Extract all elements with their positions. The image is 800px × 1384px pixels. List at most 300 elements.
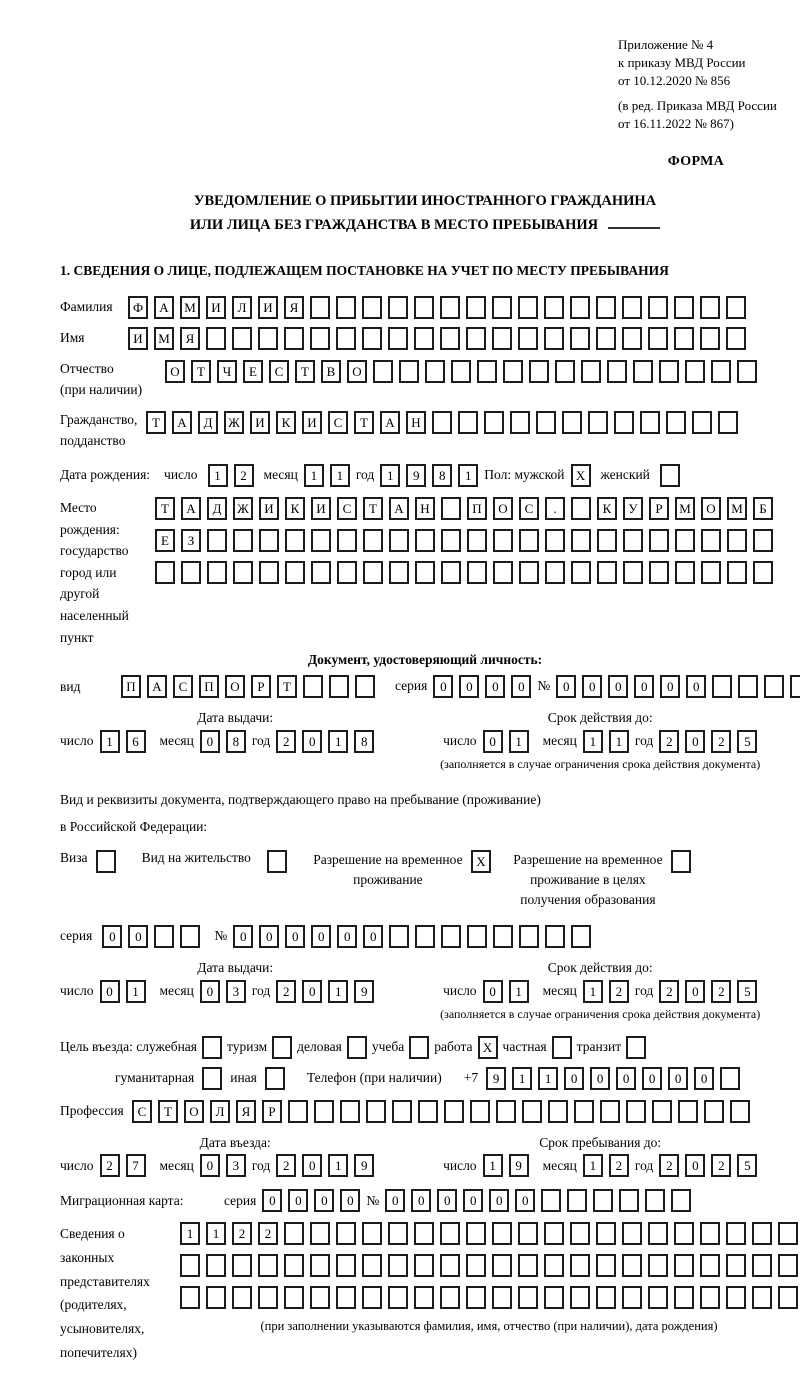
char-cell[interactable] xyxy=(704,1100,724,1123)
char-cell[interactable]: 1 xyxy=(206,1222,226,1245)
char-cell[interactable] xyxy=(593,1189,613,1212)
char-cell[interactable] xyxy=(373,360,393,383)
char-cell[interactable] xyxy=(544,1222,564,1245)
char-cell[interactable]: С xyxy=(269,360,289,383)
char-cell[interactable]: Т xyxy=(155,497,175,520)
char-cell[interactable]: У xyxy=(623,497,643,520)
char-cell[interactable]: 5 xyxy=(737,1154,757,1177)
char-cell[interactable]: 0 xyxy=(686,675,706,698)
char-cell[interactable] xyxy=(362,1286,382,1309)
char-cell[interactable] xyxy=(659,360,679,383)
char-cell[interactable] xyxy=(614,411,634,434)
char-cell[interactable]: Я xyxy=(180,327,200,350)
char-cell[interactable]: 0 xyxy=(363,925,383,948)
char-cell[interactable] xyxy=(648,1222,668,1245)
char-cell[interactable] xyxy=(206,1254,226,1277)
char-cell[interactable]: 2 xyxy=(659,730,679,753)
char-cell[interactable] xyxy=(648,1254,668,1277)
char-cell[interactable]: 1 xyxy=(180,1222,200,1245)
sex-male-checkbox[interactable]: X xyxy=(571,464,591,487)
char-cell[interactable]: 2 xyxy=(609,980,629,1003)
char-cell[interactable] xyxy=(311,529,331,552)
char-cell[interactable]: И xyxy=(311,497,331,520)
char-cell[interactable] xyxy=(622,327,642,350)
char-cell[interactable]: 3 xyxy=(226,1154,246,1177)
purpose-other-checkbox[interactable] xyxy=(265,1067,285,1090)
char-cell[interactable] xyxy=(414,296,434,319)
char-cell[interactable]: А xyxy=(154,296,174,319)
purpose-study-checkbox[interactable] xyxy=(409,1036,429,1059)
char-cell[interactable] xyxy=(259,561,279,584)
char-cell[interactable]: И xyxy=(250,411,270,434)
char-cell[interactable] xyxy=(310,1254,330,1277)
char-cell[interactable] xyxy=(790,675,800,698)
char-cell[interactable] xyxy=(492,1222,512,1245)
char-cell[interactable] xyxy=(414,327,434,350)
char-cell[interactable]: 1 xyxy=(583,980,603,1003)
char-cell[interactable]: 0 xyxy=(262,1189,282,1212)
char-cell[interactable] xyxy=(180,1254,200,1277)
char-cell[interactable]: 0 xyxy=(483,730,503,753)
char-cell[interactable] xyxy=(753,561,773,584)
purpose-official-checkbox[interactable] xyxy=(202,1036,222,1059)
char-cell[interactable]: 2 xyxy=(232,1222,252,1245)
char-cell[interactable] xyxy=(730,1100,750,1123)
char-cell[interactable] xyxy=(284,327,304,350)
char-cell[interactable]: А xyxy=(172,411,192,434)
char-cell[interactable]: 0 xyxy=(311,925,331,948)
char-cell[interactable] xyxy=(388,1254,408,1277)
char-cell[interactable] xyxy=(581,360,601,383)
char-cell[interactable] xyxy=(633,360,653,383)
char-cell[interactable]: А xyxy=(181,497,201,520)
char-cell[interactable] xyxy=(571,925,591,948)
char-cell[interactable] xyxy=(492,1286,512,1309)
char-cell[interactable]: 1 xyxy=(583,1154,603,1177)
char-cell[interactable] xyxy=(726,296,746,319)
char-cell[interactable] xyxy=(258,1254,278,1277)
char-cell[interactable] xyxy=(711,360,731,383)
char-cell[interactable] xyxy=(623,561,643,584)
char-cell[interactable] xyxy=(181,561,201,584)
char-cell[interactable] xyxy=(567,1189,587,1212)
char-cell[interactable]: 1 xyxy=(512,1067,532,1090)
purpose-humanitarian-checkbox[interactable] xyxy=(202,1067,222,1090)
char-cell[interactable] xyxy=(652,1100,672,1123)
char-cell[interactable] xyxy=(701,561,721,584)
char-cell[interactable]: М xyxy=(727,497,747,520)
char-cell[interactable]: 8 xyxy=(226,730,246,753)
char-cell[interactable]: 1 xyxy=(304,464,324,487)
char-cell[interactable]: 1 xyxy=(609,730,629,753)
char-cell[interactable] xyxy=(451,360,471,383)
char-cell[interactable] xyxy=(544,296,564,319)
char-cell[interactable] xyxy=(571,497,591,520)
char-cell[interactable]: 1 xyxy=(509,980,529,1003)
char-cell[interactable] xyxy=(363,561,383,584)
char-cell[interactable] xyxy=(700,1222,720,1245)
char-cell[interactable] xyxy=(154,925,174,948)
char-cell[interactable] xyxy=(570,1254,590,1277)
char-cell[interactable] xyxy=(700,296,720,319)
char-cell[interactable]: И xyxy=(302,411,322,434)
char-cell[interactable]: 0 xyxy=(556,675,576,698)
purpose-work-checkbox[interactable]: X xyxy=(478,1036,498,1059)
char-cell[interactable]: Т xyxy=(146,411,166,434)
char-cell[interactable] xyxy=(778,1254,798,1277)
char-cell[interactable] xyxy=(415,561,435,584)
char-cell[interactable]: О xyxy=(493,497,513,520)
char-cell[interactable]: 0 xyxy=(340,1189,360,1212)
char-cell[interactable] xyxy=(207,561,227,584)
char-cell[interactable] xyxy=(440,1286,460,1309)
char-cell[interactable]: 2 xyxy=(100,1154,120,1177)
char-cell[interactable]: Р xyxy=(262,1100,282,1123)
char-cell[interactable]: 0 xyxy=(685,1154,705,1177)
char-cell[interactable] xyxy=(596,1286,616,1309)
char-cell[interactable] xyxy=(675,529,695,552)
char-cell[interactable]: 0 xyxy=(128,925,148,948)
char-cell[interactable] xyxy=(519,925,539,948)
char-cell[interactable]: Д xyxy=(207,497,227,520)
char-cell[interactable]: 0 xyxy=(608,675,628,698)
char-cell[interactable] xyxy=(388,1222,408,1245)
char-cell[interactable]: 0 xyxy=(102,925,122,948)
char-cell[interactable]: О xyxy=(347,360,367,383)
char-cell[interactable] xyxy=(414,1254,434,1277)
char-cell[interactable]: 0 xyxy=(668,1067,688,1090)
char-cell[interactable] xyxy=(675,561,695,584)
char-cell[interactable]: К xyxy=(597,497,617,520)
char-cell[interactable]: 9 xyxy=(354,980,374,1003)
char-cell[interactable] xyxy=(314,1100,334,1123)
char-cell[interactable] xyxy=(388,327,408,350)
char-cell[interactable] xyxy=(337,561,357,584)
char-cell[interactable] xyxy=(544,1286,564,1309)
char-cell[interactable] xyxy=(329,675,349,698)
char-cell[interactable]: А xyxy=(147,675,167,698)
char-cell[interactable] xyxy=(285,561,305,584)
char-cell[interactable]: Ч xyxy=(217,360,237,383)
char-cell[interactable] xyxy=(596,1254,616,1277)
char-cell[interactable] xyxy=(466,1286,486,1309)
char-cell[interactable]: И xyxy=(258,296,278,319)
char-cell[interactable] xyxy=(284,1286,304,1309)
char-cell[interactable] xyxy=(415,529,435,552)
char-cell[interactable]: 0 xyxy=(694,1067,714,1090)
char-cell[interactable]: Л xyxy=(210,1100,230,1123)
char-cell[interactable]: Т xyxy=(191,360,211,383)
char-cell[interactable] xyxy=(180,1286,200,1309)
char-cell[interactable] xyxy=(466,327,486,350)
char-cell[interactable]: 0 xyxy=(511,675,531,698)
char-cell[interactable] xyxy=(362,296,382,319)
char-cell[interactable] xyxy=(570,327,590,350)
char-cell[interactable] xyxy=(259,529,279,552)
char-cell[interactable] xyxy=(700,1254,720,1277)
char-cell[interactable]: 0 xyxy=(634,675,654,698)
char-cell[interactable]: П xyxy=(467,497,487,520)
char-cell[interactable] xyxy=(288,1100,308,1123)
char-cell[interactable]: 0 xyxy=(642,1067,662,1090)
char-cell[interactable]: 9 xyxy=(486,1067,506,1090)
char-cell[interactable] xyxy=(726,1286,746,1309)
char-cell[interactable] xyxy=(718,411,738,434)
char-cell[interactable] xyxy=(518,1254,538,1277)
char-cell[interactable]: А xyxy=(389,497,409,520)
char-cell[interactable] xyxy=(738,675,758,698)
char-cell[interactable] xyxy=(596,296,616,319)
char-cell[interactable]: Р xyxy=(251,675,271,698)
char-cell[interactable] xyxy=(477,360,497,383)
char-cell[interactable]: 0 xyxy=(489,1189,509,1212)
char-cell[interactable] xyxy=(258,1286,278,1309)
char-cell[interactable] xyxy=(415,925,435,948)
char-cell[interactable]: П xyxy=(199,675,219,698)
char-cell[interactable]: 0 xyxy=(515,1189,535,1212)
char-cell[interactable] xyxy=(180,925,200,948)
char-cell[interactable] xyxy=(622,1286,642,1309)
char-cell[interactable]: Ж xyxy=(233,497,253,520)
char-cell[interactable]: Т xyxy=(354,411,374,434)
char-cell[interactable] xyxy=(596,1222,616,1245)
char-cell[interactable] xyxy=(336,1254,356,1277)
char-cell[interactable]: Т xyxy=(295,360,315,383)
char-cell[interactable] xyxy=(310,1286,330,1309)
char-cell[interactable] xyxy=(778,1222,798,1245)
char-cell[interactable] xyxy=(649,561,669,584)
char-cell[interactable]: 1 xyxy=(328,1154,348,1177)
char-cell[interactable] xyxy=(336,327,356,350)
char-cell[interactable]: З xyxy=(181,529,201,552)
char-cell[interactable] xyxy=(336,296,356,319)
char-cell[interactable] xyxy=(510,411,530,434)
char-cell[interactable] xyxy=(674,327,694,350)
char-cell[interactable]: 2 xyxy=(276,980,296,1003)
char-cell[interactable] xyxy=(440,1254,460,1277)
char-cell[interactable] xyxy=(366,1100,386,1123)
char-cell[interactable]: К xyxy=(285,497,305,520)
char-cell[interactable]: Ф xyxy=(128,296,148,319)
char-cell[interactable]: 9 xyxy=(406,464,426,487)
char-cell[interactable]: 0 xyxy=(302,1154,322,1177)
char-cell[interactable] xyxy=(529,360,549,383)
char-cell[interactable]: 7 xyxy=(126,1154,146,1177)
char-cell[interactable] xyxy=(444,1100,464,1123)
char-cell[interactable]: Ж xyxy=(224,411,244,434)
char-cell[interactable] xyxy=(399,360,419,383)
char-cell[interactable]: 2 xyxy=(258,1222,278,1245)
char-cell[interactable] xyxy=(441,925,461,948)
char-cell[interactable] xyxy=(778,1286,798,1309)
char-cell[interactable] xyxy=(720,1067,740,1090)
char-cell[interactable] xyxy=(206,1286,226,1309)
char-cell[interactable] xyxy=(518,1222,538,1245)
char-cell[interactable] xyxy=(522,1100,542,1123)
char-cell[interactable] xyxy=(232,1286,252,1309)
char-cell[interactable] xyxy=(622,296,642,319)
char-cell[interactable] xyxy=(648,1286,668,1309)
char-cell[interactable] xyxy=(545,925,565,948)
char-cell[interactable] xyxy=(362,1254,382,1277)
char-cell[interactable]: 1 xyxy=(328,730,348,753)
char-cell[interactable]: 0 xyxy=(100,980,120,1003)
char-cell[interactable]: 1 xyxy=(538,1067,558,1090)
char-cell[interactable]: 0 xyxy=(685,980,705,1003)
char-cell[interactable] xyxy=(389,925,409,948)
char-cell[interactable]: 1 xyxy=(583,730,603,753)
char-cell[interactable] xyxy=(207,529,227,552)
char-cell[interactable] xyxy=(340,1100,360,1123)
char-cell[interactable]: Т xyxy=(363,497,383,520)
char-cell[interactable]: М xyxy=(180,296,200,319)
char-cell[interactable]: 3 xyxy=(226,980,246,1003)
char-cell[interactable] xyxy=(619,1189,639,1212)
char-cell[interactable]: 2 xyxy=(234,464,254,487)
char-cell[interactable] xyxy=(441,529,461,552)
char-cell[interactable] xyxy=(336,1222,356,1245)
char-cell[interactable]: В xyxy=(321,360,341,383)
char-cell[interactable] xyxy=(555,360,575,383)
char-cell[interactable] xyxy=(541,1189,561,1212)
char-cell[interactable]: 0 xyxy=(616,1067,636,1090)
char-cell[interactable]: Н xyxy=(415,497,435,520)
char-cell[interactable] xyxy=(388,1286,408,1309)
char-cell[interactable] xyxy=(232,327,252,350)
char-cell[interactable]: 9 xyxy=(509,1154,529,1177)
char-cell[interactable] xyxy=(414,1222,434,1245)
char-cell[interactable]: С xyxy=(328,411,348,434)
char-cell[interactable]: 6 xyxy=(126,730,146,753)
char-cell[interactable] xyxy=(701,529,721,552)
char-cell[interactable]: О xyxy=(165,360,185,383)
char-cell[interactable] xyxy=(645,1189,665,1212)
char-cell[interactable] xyxy=(623,529,643,552)
char-cell[interactable]: С xyxy=(519,497,539,520)
char-cell[interactable]: 2 xyxy=(711,980,731,1003)
char-cell[interactable]: 0 xyxy=(433,675,453,698)
char-cell[interactable]: 1 xyxy=(100,730,120,753)
char-cell[interactable] xyxy=(492,1254,512,1277)
char-cell[interactable] xyxy=(622,1222,642,1245)
char-cell[interactable]: Т xyxy=(158,1100,178,1123)
char-cell[interactable] xyxy=(544,327,564,350)
char-cell[interactable] xyxy=(467,529,487,552)
char-cell[interactable] xyxy=(640,411,660,434)
char-cell[interactable] xyxy=(206,327,226,350)
char-cell[interactable]: С xyxy=(132,1100,152,1123)
char-cell[interactable]: 0 xyxy=(314,1189,334,1212)
char-cell[interactable] xyxy=(519,529,539,552)
char-cell[interactable] xyxy=(597,529,617,552)
char-cell[interactable]: Д xyxy=(198,411,218,434)
char-cell[interactable] xyxy=(649,529,669,552)
char-cell[interactable] xyxy=(493,529,513,552)
char-cell[interactable]: И xyxy=(206,296,226,319)
char-cell[interactable]: 0 xyxy=(582,675,602,698)
char-cell[interactable]: 5 xyxy=(737,730,757,753)
char-cell[interactable] xyxy=(570,296,590,319)
char-cell[interactable] xyxy=(692,411,712,434)
char-cell[interactable] xyxy=(310,296,330,319)
char-cell[interactable] xyxy=(685,360,705,383)
char-cell[interactable] xyxy=(303,675,323,698)
char-cell[interactable] xyxy=(389,561,409,584)
char-cell[interactable]: Я xyxy=(284,296,304,319)
char-cell[interactable]: О xyxy=(225,675,245,698)
char-cell[interactable]: Е xyxy=(155,529,175,552)
char-cell[interactable]: С xyxy=(173,675,193,698)
char-cell[interactable] xyxy=(232,1254,252,1277)
char-cell[interactable] xyxy=(466,1222,486,1245)
char-cell[interactable] xyxy=(597,561,617,584)
purpose-transit-checkbox[interactable] xyxy=(626,1036,646,1059)
char-cell[interactable]: 0 xyxy=(233,925,253,948)
char-cell[interactable] xyxy=(752,1254,772,1277)
char-cell[interactable] xyxy=(441,497,461,520)
char-cell[interactable] xyxy=(470,1100,490,1123)
char-cell[interactable]: Б xyxy=(753,497,773,520)
char-cell[interactable]: 0 xyxy=(463,1189,483,1212)
char-cell[interactable] xyxy=(440,1222,460,1245)
char-cell[interactable] xyxy=(671,1189,691,1212)
char-cell[interactable] xyxy=(418,1100,438,1123)
char-cell[interactable] xyxy=(388,296,408,319)
char-cell[interactable]: 0 xyxy=(337,925,357,948)
char-cell[interactable] xyxy=(233,561,253,584)
char-cell[interactable] xyxy=(574,1100,594,1123)
char-cell[interactable] xyxy=(562,411,582,434)
char-cell[interactable] xyxy=(310,1222,330,1245)
char-cell[interactable] xyxy=(233,529,253,552)
char-cell[interactable] xyxy=(737,360,757,383)
char-cell[interactable] xyxy=(389,529,409,552)
char-cell[interactable]: М xyxy=(154,327,174,350)
char-cell[interactable] xyxy=(458,411,478,434)
char-cell[interactable] xyxy=(441,561,461,584)
char-cell[interactable] xyxy=(536,411,556,434)
char-cell[interactable] xyxy=(548,1100,568,1123)
char-cell[interactable]: Е xyxy=(243,360,263,383)
char-cell[interactable]: М xyxy=(675,497,695,520)
char-cell[interactable]: . xyxy=(545,497,565,520)
char-cell[interactable] xyxy=(674,1254,694,1277)
char-cell[interactable] xyxy=(337,529,357,552)
char-cell[interactable]: 0 xyxy=(288,1189,308,1212)
char-cell[interactable]: 0 xyxy=(302,980,322,1003)
visa-checkbox[interactable] xyxy=(96,850,116,873)
char-cell[interactable] xyxy=(362,327,382,350)
char-cell[interactable] xyxy=(678,1100,698,1123)
char-cell[interactable] xyxy=(336,1286,356,1309)
char-cell[interactable]: И xyxy=(259,497,279,520)
char-cell[interactable]: 0 xyxy=(200,1154,220,1177)
char-cell[interactable] xyxy=(493,561,513,584)
char-cell[interactable]: 9 xyxy=(354,1154,374,1177)
char-cell[interactable] xyxy=(570,1286,590,1309)
char-cell[interactable]: 0 xyxy=(564,1067,584,1090)
char-cell[interactable] xyxy=(519,561,539,584)
char-cell[interactable] xyxy=(727,561,747,584)
char-cell[interactable]: 2 xyxy=(711,730,731,753)
char-cell[interactable]: Т xyxy=(277,675,297,698)
char-cell[interactable]: О xyxy=(184,1100,204,1123)
char-cell[interactable] xyxy=(712,675,732,698)
char-cell[interactable] xyxy=(518,1286,538,1309)
char-cell[interactable] xyxy=(570,1222,590,1245)
char-cell[interactable]: 5 xyxy=(737,980,757,1003)
purpose-tourism-checkbox[interactable] xyxy=(272,1036,292,1059)
